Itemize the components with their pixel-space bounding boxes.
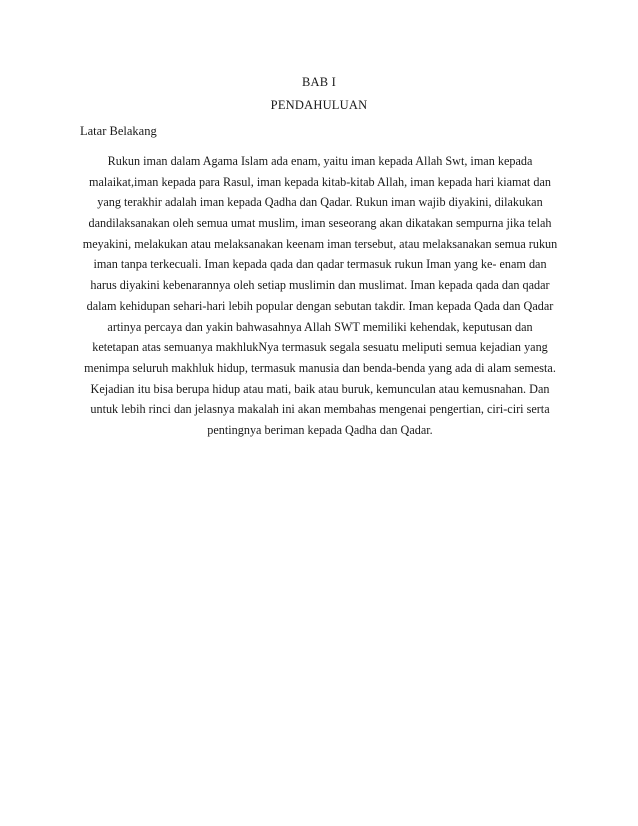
paragraph-line: yang terakhir adalah iman kepada Qadha dan Qadar. Rukun iman wajib diyakini, dilakukan: [97, 195, 543, 210]
paragraph-line: harus diyakini kebenarannya oleh setiap muslimin dan muslimat. Iman kepada qada dan qadar: [90, 278, 550, 293]
paragraph-line: meyakini, melakukan atau melaksanakan keenam iman tersebut, atau melaksanakan semua rukun: [82, 236, 558, 251]
paragraph-line: menimpa seluruh makhluk hidup, termasuk manusia dan benda-benda yang ada di alam semesta.: [84, 360, 556, 375]
paragraph-line: untuk lebih rinci dan jelasnya makalah ini akan membahas mengenai pengertian, ciri-ciri serta: [90, 402, 550, 417]
body-paragraph: [70, 151, 570, 441]
chapter-number: BAB I: [302, 75, 336, 89]
paragraph-line: Rukun iman dalam Agama Islam ada enam, yaitu iman kepada Allah Swt, iman kepada: [107, 154, 533, 168]
chapter-title: PENDAHULUAN: [270, 98, 368, 112]
paragraph-line: dalam kehidupan sehari-hari lebih popular dengan sebutan takdir. Iman kepada Qada dan Qadar: [86, 298, 554, 313]
paragraph-line: dandilaksanakan oleh semua umat muslim, iman seseorang akan dikatakan sempurna jika telah: [88, 216, 552, 231]
paragraph-line: artinya percaya dan yakin bahwasahnya Allah SWT memiliki kehendak, keputusan dan: [107, 319, 533, 334]
section-heading: Latar Belakang: [80, 124, 157, 138]
paragraph-line: ketetapan atas semuanya makhlukNya termasuk segala sesuatu meliputi semua kejadian yang: [92, 340, 548, 355]
paragraph-line: Kejadian itu bisa berupa hidup atau mati, baik atau buruk, kemunculan atau kemusnahan. Dan: [90, 381, 550, 396]
paragraph-line: pentingnya beriman kepada Qadha dan Qadar.: [207, 422, 433, 437]
paragraph-line: malaikat,iman kepada para Rasul, iman kepada kitab-kitab Allah, iman kepada hari kiamat dan: [89, 174, 551, 189]
paragraph-line: iman tanpa terkecuali. Iman kepada qada dan qadar termasuk rukun Iman yang ke- enam dan: [93, 257, 547, 272]
